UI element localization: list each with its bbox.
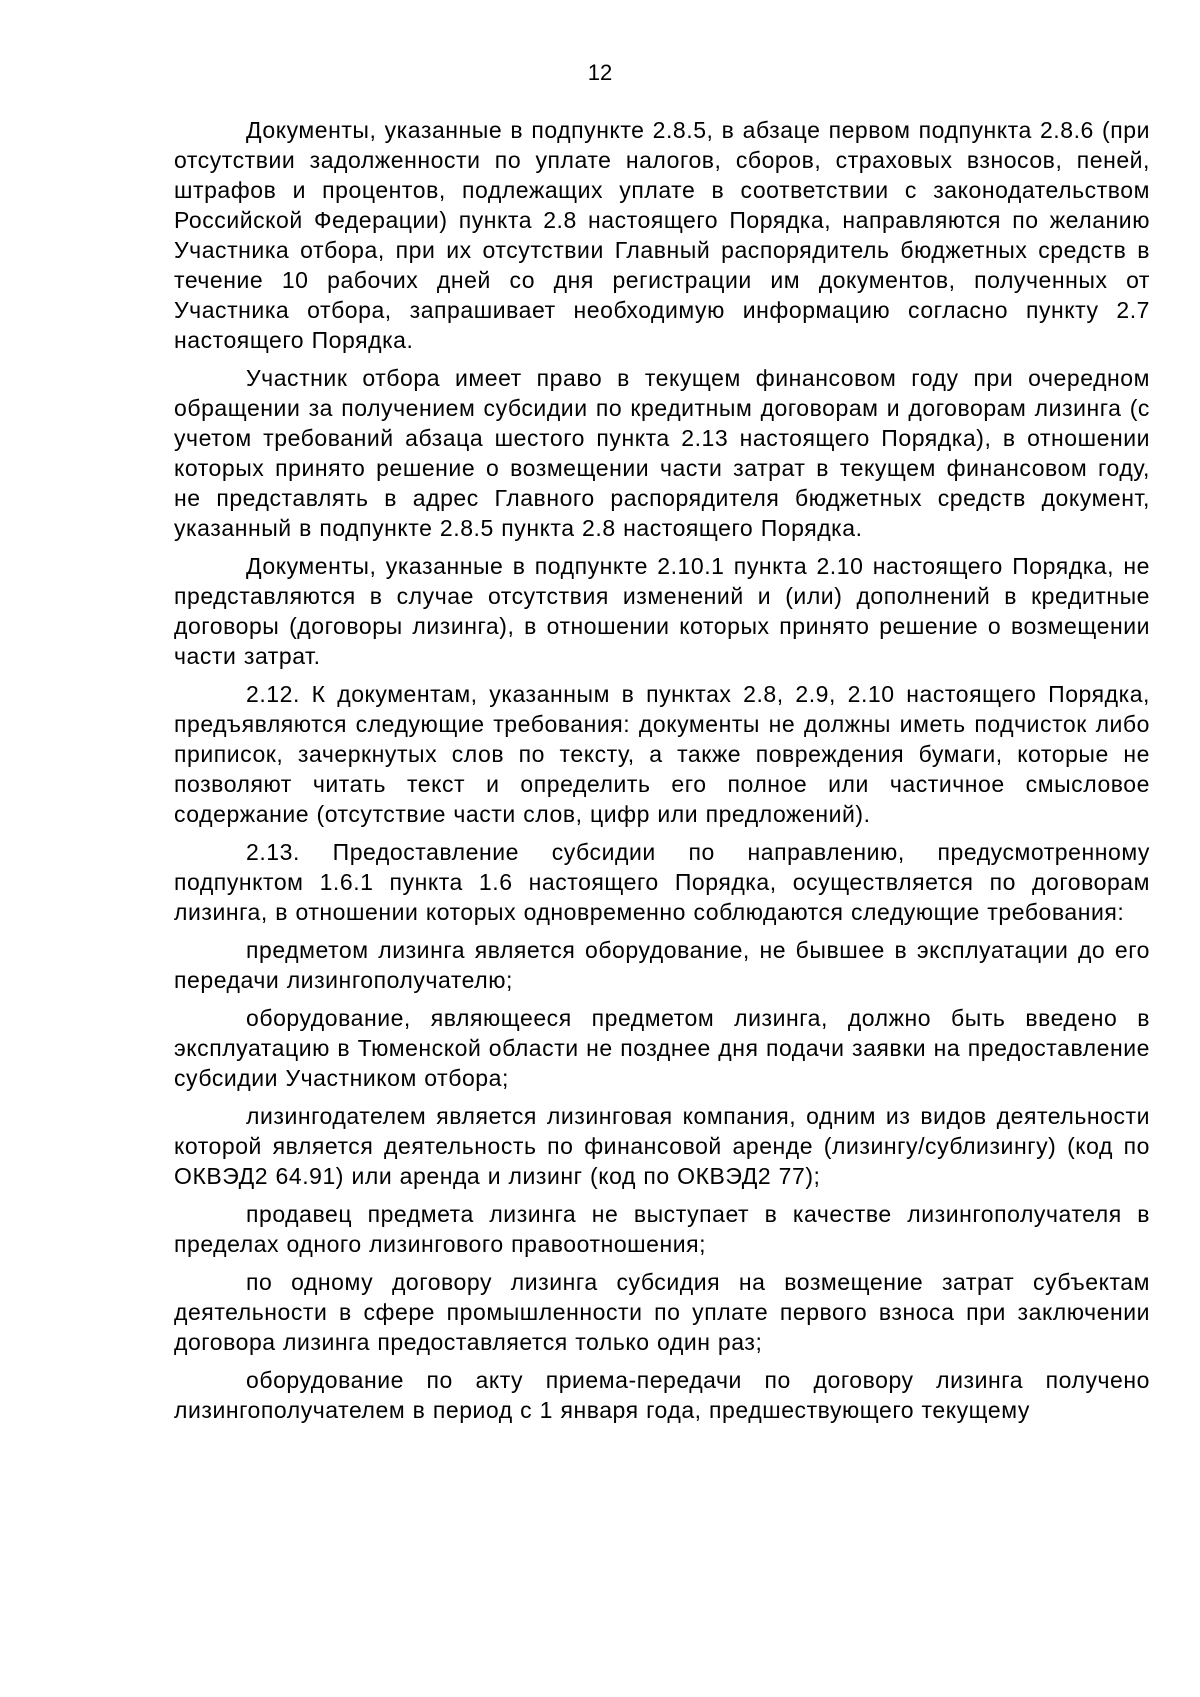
paragraph: оборудование по акту приема-передачи по договору лизинга получено лизингополучателем в период с 1 января года, предшествующего текущему — [174, 1367, 1150, 1423]
paragraph: лизингодателем является лизинговая компания, одним из видов деятельности которой является деятельность по финансовой аренде (лизингу/сублизингу) (код по ОКВЭД2 64.91) или аренда и лизинг (код по ОКВЭД2 77); — [174, 1103, 1150, 1189]
paragraph: Документы, указанные в подпункте 2.8.5, в абзаце первом подпункта 2.8.6 (при отсутствии задолженности по уплате налогов, сборов, страховых взносов, пеней, штрафов и процентов, подлежащих уплате в соответствии с законодательством Российской Федерации) пункта 2.8 настоящего Порядка, направляются по желанию Участника отбора, при их отсутствии Главный распорядитель бюджетных средств в течение 10 рабочих дней со дня регистрации им документов, полученных от Участника отбора, запрашивает необходимую информацию согласно пункту 2.7 настоящего Порядка. — [174, 117, 1150, 353]
paragraph: 2.12. К документам, указанным в пунктах 2.8, 2.9, 2.10 настоящего Порядка, предъявляются следующие требования: документы не должны иметь подчисток либо приписок, зачеркнутых слов по тексту, а также повреждения бумаги, которые не позволяют читать текст и определить его полное или частичное смысловое содержание (отсутствие части слов, цифр или предложений). — [174, 681, 1150, 827]
document-body — [174, 115, 1150, 1433]
paragraph: Участник отбора имеет право в текущем финансовом году при очередном обращении за получением субсидии по кредитным договорам и договорам лизинга (с учетом требований абзаца шестого пункта 2.13 настоящего Порядка), в отношении которых принято решение о возмещении части затрат в текущем финансовом году, не представлять в адрес Главного распорядителя бюджетных средств документ, указанный в подпункте 2.8.5 пункта 2.8 настоящего Порядка. — [174, 365, 1150, 541]
paragraph: Документы, указанные в подпункте 2.10.1 пункта 2.10 настоящего Порядка, не представляются в случае отсутствия изменений и (или) дополнений в кредитные договоры (договоры лизинга), в отношении которых принято решение о возмещении части затрат. — [174, 553, 1150, 669]
paragraph: 2.13. Предоставление субсидии по направлению, предусмотренному подпунктом 1.6.1 пункта 1.6 настоящего Порядка, осуществляется по договорам лизинга, в отношении которых одновременно соблюдаются следующие требования: — [174, 839, 1150, 925]
paragraph: по одному договору лизинга субсидия на возмещение затрат субъектам деятельности в сфере промышленности по уплате первого взноса при заключении договора лизинга предоставляется только один раз; — [174, 1269, 1150, 1355]
paragraph: оборудование, являющееся предметом лизинга, должно быть введено в эксплуатацию в Тюменской области не позднее дня подачи заявки на предоставление субсидии Участником отбора; — [174, 1005, 1150, 1091]
paragraph: продавец предмета лизинга не выступает в качестве лизингополучателя в пределах одного лизингового правоотношения; — [174, 1201, 1150, 1257]
paragraph: предметом лизинга является оборудование, не бывшее в эксплуатации до его передачи лизингополучателю; — [174, 937, 1150, 993]
page-number: 12 — [587, 60, 613, 85]
